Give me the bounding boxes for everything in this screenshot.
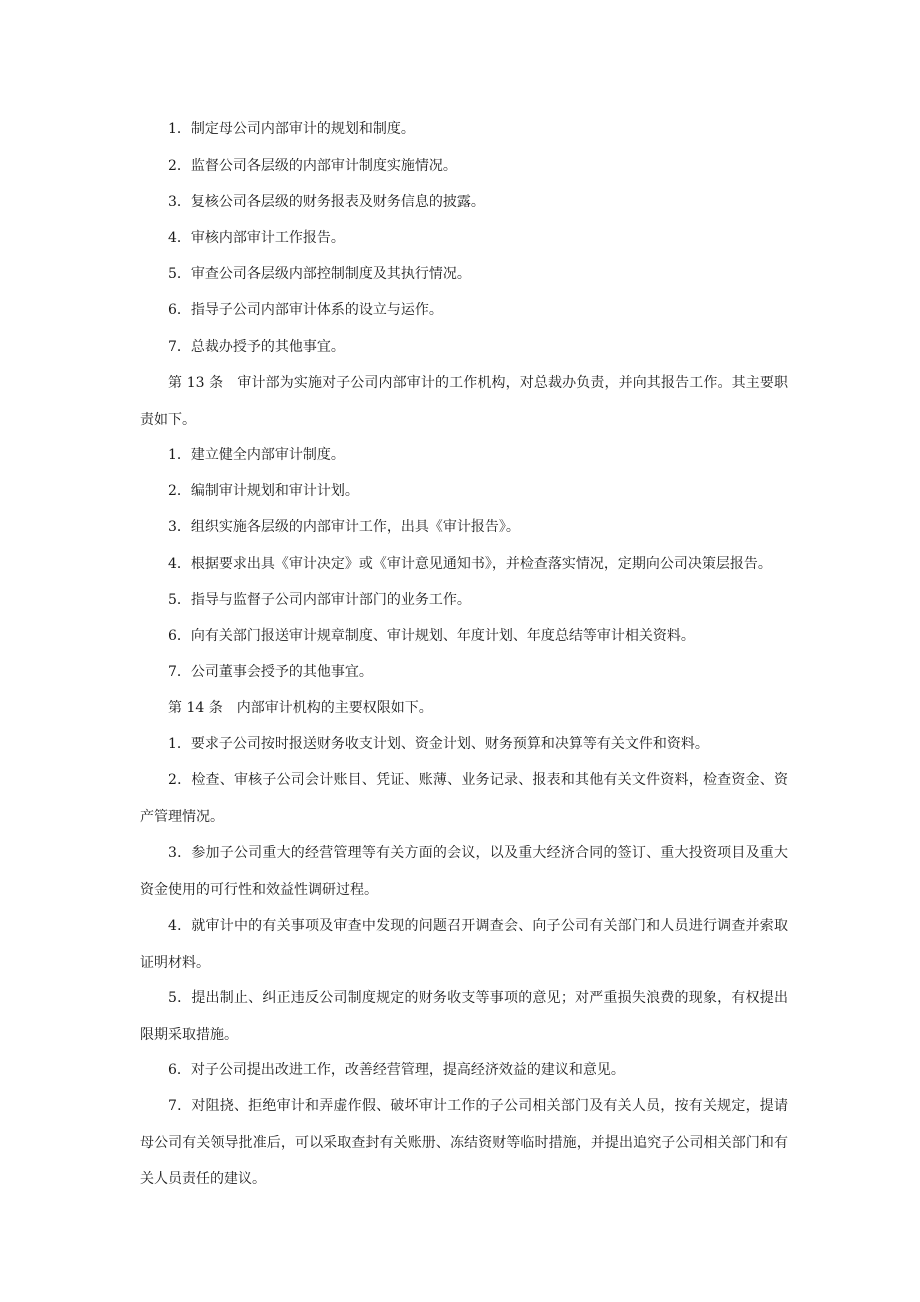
paragraph-3: 3．复核公司各层级的财务报表及财务信息的披露。	[168, 194, 485, 210]
article-14: 第 14 条 内部审计机构的主要权限如下。	[168, 700, 433, 716]
paragraph-23: 7．对阻挠、拒绝审计和弄虚作假、破坏审计工作的子公司相关部门及有关人员，按有关规定，提请母公司有关领导批准后，可以采取查封有关账册、冻结资财等临时措施，并提出追究子公司相关部门和有关人员责任的建议。	[140, 1098, 788, 1187]
article-13: 第 13 条 审计部为实施对子公司内部审计的工作机构，对总裁办负责，并向其报告工作。其主要职责如下。	[140, 375, 788, 428]
paragraph-5: 5．审查公司各层级内部控制制度及其执行情况。	[168, 266, 471, 282]
paragraph-13: 5．指导与监督子公司内部审计部门的业务工作。	[168, 592, 471, 608]
paragraph-11: 3．组织实施各层级的内部审计工作，出具《审计报告》。	[168, 519, 520, 535]
paragraph-20: 4．就审计中的有关事项及审查中发现的问题召开调查会、向子公司有关部门和人员进行调查并索取证明材料。	[140, 918, 788, 971]
paragraph-4: 4．审核内部审计工作报告。	[168, 230, 345, 246]
paragraph-6: 6．指导子公司内部审计体系的设立与运作。	[168, 302, 443, 318]
paragraph-9: 1．建立健全内部审计制度。	[168, 447, 345, 463]
paragraph-12: 4．根据要求出具《审计决定》或《审计意见通知书》，并检查落实情况，定期向公司决策层报告。	[168, 556, 772, 572]
paragraph-2: 2．监督公司各层级的内部审计制度实施情况。	[168, 158, 457, 174]
paragraph-10: 2．编制审计规划和审计计划。	[168, 483, 359, 499]
paragraph-18: 2．检查、审核子公司会计账目、凭证、账薄、业务记录、报表和其他有关文件资料，检查资金、资产管理情况。	[140, 772, 788, 825]
paragraph-7: 7．总裁办授予的其他事宜。	[168, 339, 345, 355]
paragraph-22: 6．对子公司提出改进工作，改善经营管理，提高经济效益的建议和意见。	[168, 1062, 625, 1078]
paragraph-15: 7．公司董事会授予的其他事宜。	[168, 664, 373, 680]
paragraph-21: 5．提出制止、纠正违反公司制度规定的财务收支等事项的意见；对严重损失浪费的现象，有权提出限期采取措施。	[140, 990, 788, 1043]
paragraph-19: 3．参加子公司重大的经营管理等有关方面的会议，以及重大经济合同的签订、重大投资项目及重大资金使用的可行性和效益性调研过程。	[140, 845, 788, 898]
paragraph-14: 6．向有关部门报送审计规章制度、审计规划、年度计划、年度总结等审计相关资料。	[168, 628, 695, 644]
paragraph-1: 1．制定母公司内部审计的规划和制度。	[168, 121, 415, 137]
paragraph-17: 1．要求子公司按时报送财务收支计划、资金计划、财务预算和决算等有关文件和资料。	[168, 736, 709, 752]
